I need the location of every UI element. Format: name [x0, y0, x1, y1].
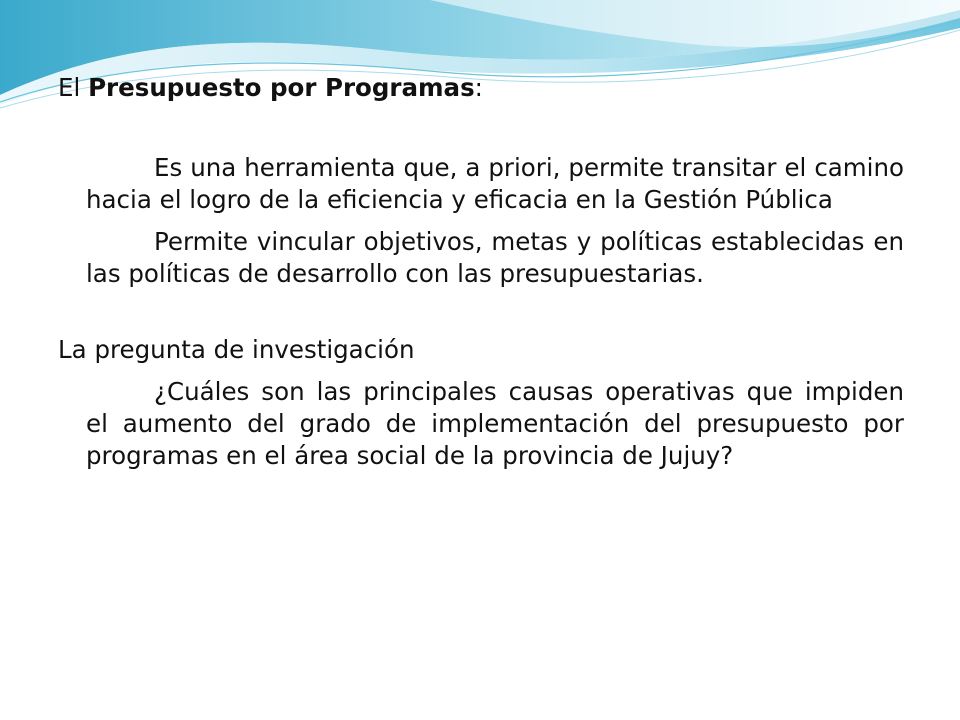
slide-content — [58, 72, 904, 472]
question-heading: La pregunta de investigación — [58, 335, 415, 364]
intro-paragraph-2: Permite vincular objetivos, metas y políticas establecidas en las políticas de desarrollo con las presupuestarias. — [86, 227, 904, 288]
heading-bold: Presupuesto por Programas — [88, 73, 475, 102]
heading-suffix: : — [474, 73, 483, 102]
section-heading — [58, 72, 904, 104]
intro-paragraph-1: Es una herramienta que, a priori, permite transitar el camino hacia el logro de la eficiencia y eficacia en la Gestión Pública — [86, 153, 904, 214]
question-paragraph: ¿Cuáles son las principales causas operativas que impiden el aumento del grado de implementación del presupuesto por programas en el área social de la provincia de Jujuy? — [86, 377, 904, 470]
heading-prefix: El — [58, 73, 89, 102]
